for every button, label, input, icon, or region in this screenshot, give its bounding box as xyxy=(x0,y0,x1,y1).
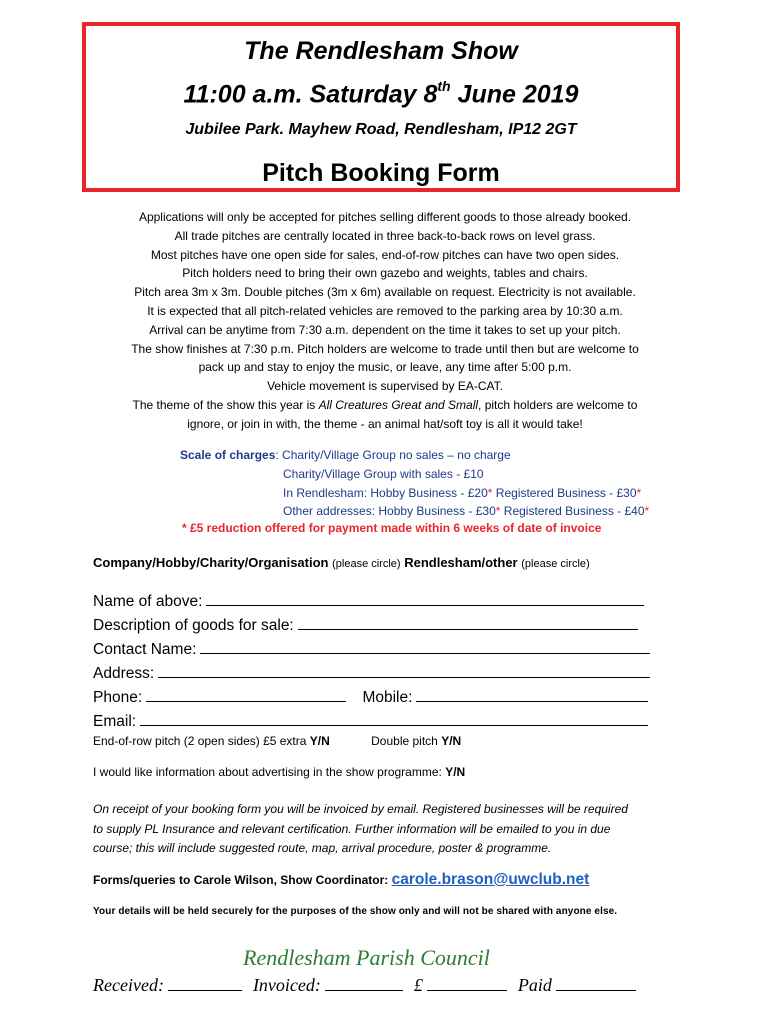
received-label: Received: xyxy=(93,975,164,995)
rule-line: All trade pitches are centrally located in three back-to-back rows on level grass. xyxy=(174,228,596,243)
received-input[interactable] xyxy=(168,975,242,991)
invoice-notice xyxy=(93,800,683,859)
invoiced-label: Invoiced: xyxy=(252,975,321,995)
end-of-row-yn[interactable]: Y/N xyxy=(309,734,330,748)
amount-input[interactable] xyxy=(427,975,507,991)
circle-note: (please circle) xyxy=(521,558,590,570)
name-field xyxy=(93,590,644,611)
theme-line xyxy=(60,396,710,415)
phone-mobile-field xyxy=(93,686,648,707)
phone-input[interactable] xyxy=(146,686,346,702)
rule-line: Arrival can be anytime from 7:30 a.m. dependent on the time it takes to set up your pitch. xyxy=(149,322,621,337)
parish-council-logo: Rendlesham Parish Council xyxy=(243,945,490,970)
rule-line: Applications will only be accepted for pitches selling different goods to those already booked. xyxy=(138,210,632,224)
pound-label: £ xyxy=(413,975,423,995)
venue-address: Jubilee Park. Mayhew Road, Rendlesham, IP12 2GT xyxy=(185,121,577,139)
description-input[interactable] xyxy=(298,614,638,630)
address-input[interactable] xyxy=(158,662,650,678)
rule-line: Vehicle movement is supervised by EA-CAT. xyxy=(267,379,503,394)
charges-line-4b: Registered Business - £40 xyxy=(500,504,645,519)
charges-line-1: : Charity/Village Group no sales – no charge xyxy=(275,448,511,462)
theme-line-2: ignore, or join in with, the theme - an animal hat/soft toy is all it would take! xyxy=(187,416,583,431)
charges-row-1 xyxy=(180,446,649,465)
phone-label: Phone: xyxy=(93,689,143,706)
rule-line: pack up and stay to enjoy the music, or leave, any time after 5:00 p.m. xyxy=(198,360,572,375)
discount-note: * £5 reduction offered for payment made within 6 weeks of date of invoice xyxy=(182,521,602,535)
charges-star: * xyxy=(487,485,493,500)
contact-label: Contact Name: xyxy=(93,641,197,658)
name-label: Name of above: xyxy=(93,593,203,610)
email-label: Email: xyxy=(93,713,137,730)
charges-star: * xyxy=(636,485,642,500)
rule-line: The show finishes at 7:30 p.m. Pitch holders are welcome to trade until then but are welcome to xyxy=(131,341,639,356)
name-input[interactable] xyxy=(206,590,644,606)
advertising-line xyxy=(93,765,465,779)
show-title: The Rendlesham Show xyxy=(244,37,518,65)
rule-line: Pitch area 3m x 3m. Double pitches (3m x 6m) available on request. Electricity is not available. xyxy=(134,285,636,300)
address-field xyxy=(93,662,650,683)
header-box xyxy=(82,22,680,192)
rule-line: Most pitches have one open side for sales, end-of-row pitches can have two open sides. xyxy=(150,247,620,262)
location-options[interactable]: Rendlesham/other xyxy=(404,555,518,570)
double-pitch-yn[interactable]: Y/N xyxy=(441,734,462,748)
scale-of-charges xyxy=(180,446,649,521)
notice-line: course; this will include suggested route, map, arrival procedure, poster & programme. xyxy=(93,841,552,855)
address-label: Address: xyxy=(93,665,155,682)
advertising-yn[interactable]: Y/N xyxy=(445,765,466,779)
charges-row-3 xyxy=(180,484,649,503)
rule-line: It is expected that all pitch-related vehicles are removed to the parking area by 10:30 a.m. xyxy=(147,303,623,318)
theme-prefix: The theme of the show this year is xyxy=(132,397,319,412)
rule-line: Pitch holders need to bring their own gazebo and weights, tables and chairs. xyxy=(182,266,588,281)
rules-section xyxy=(60,208,710,434)
charges-star: * xyxy=(495,504,501,519)
invoiced-input[interactable] xyxy=(325,975,403,991)
description-field xyxy=(93,614,638,635)
pitch-options-line xyxy=(93,734,461,748)
office-use-line xyxy=(93,975,636,996)
theme-suffix: , pitch holders are welcome to xyxy=(478,397,638,412)
form-title: Pitch Booking Form xyxy=(262,159,500,188)
mobile-input[interactable] xyxy=(416,686,648,702)
circle-note: (please circle) xyxy=(332,558,401,570)
paid-input[interactable] xyxy=(556,975,636,991)
forms-queries-label: Forms/queries to Carole Wilson, Show Coordinator: xyxy=(93,873,392,887)
charges-line-3b: Registered Business - £30 xyxy=(492,485,637,500)
description-label: Description of goods for sale: xyxy=(93,617,294,634)
advertising-label: I would like information about advertising in the show programme: xyxy=(93,765,446,779)
charges-line-3a: In Rendlesham: Hobby Business - £20 xyxy=(283,485,488,500)
charges-star: * xyxy=(644,504,650,519)
category-line xyxy=(93,555,590,570)
category-options[interactable]: Company/Hobby/Charity/Organisation xyxy=(93,555,329,570)
coordinator-email-link[interactable]: carole.brason@uwclub.net xyxy=(391,871,590,888)
charges-row-2: Charity/Village Group with sales - £10 xyxy=(283,466,484,481)
charges-line-4a: Other addresses: Hobby Business - £30 xyxy=(283,504,496,519)
notice-line: On receipt of your booking form you will be invoiced by email. Registered businesses will be required xyxy=(93,802,628,816)
show-date-time xyxy=(86,72,676,110)
date-time-prefix: 11:00 a.m. Saturday 8 xyxy=(183,80,438,109)
contact-field xyxy=(93,638,650,659)
email-field xyxy=(93,710,648,731)
date-superscript: th xyxy=(437,78,451,94)
double-pitch-label: Double pitch xyxy=(371,734,442,748)
contact-input[interactable] xyxy=(200,638,650,654)
end-of-row-label: End-of-row pitch (2 open sides) £5 extra xyxy=(93,734,310,748)
date-time-suffix: June 2019 xyxy=(450,80,579,109)
privacy-note: Your details will be held securely for the purposes of the show only and will not be shared with anyone else. xyxy=(93,906,618,917)
theme-name: All Creatures Great and Small xyxy=(318,397,479,412)
charges-row-4 xyxy=(180,502,649,521)
email-input[interactable] xyxy=(140,710,648,726)
forms-queries-line xyxy=(93,871,589,889)
notice-line: to supply PL Insurance and relevant certification. Further information will be emailed to you in due xyxy=(93,821,611,836)
paid-label: Paid xyxy=(517,975,552,995)
charges-label: Scale of charges xyxy=(180,448,276,462)
mobile-label: Mobile: xyxy=(362,689,413,706)
